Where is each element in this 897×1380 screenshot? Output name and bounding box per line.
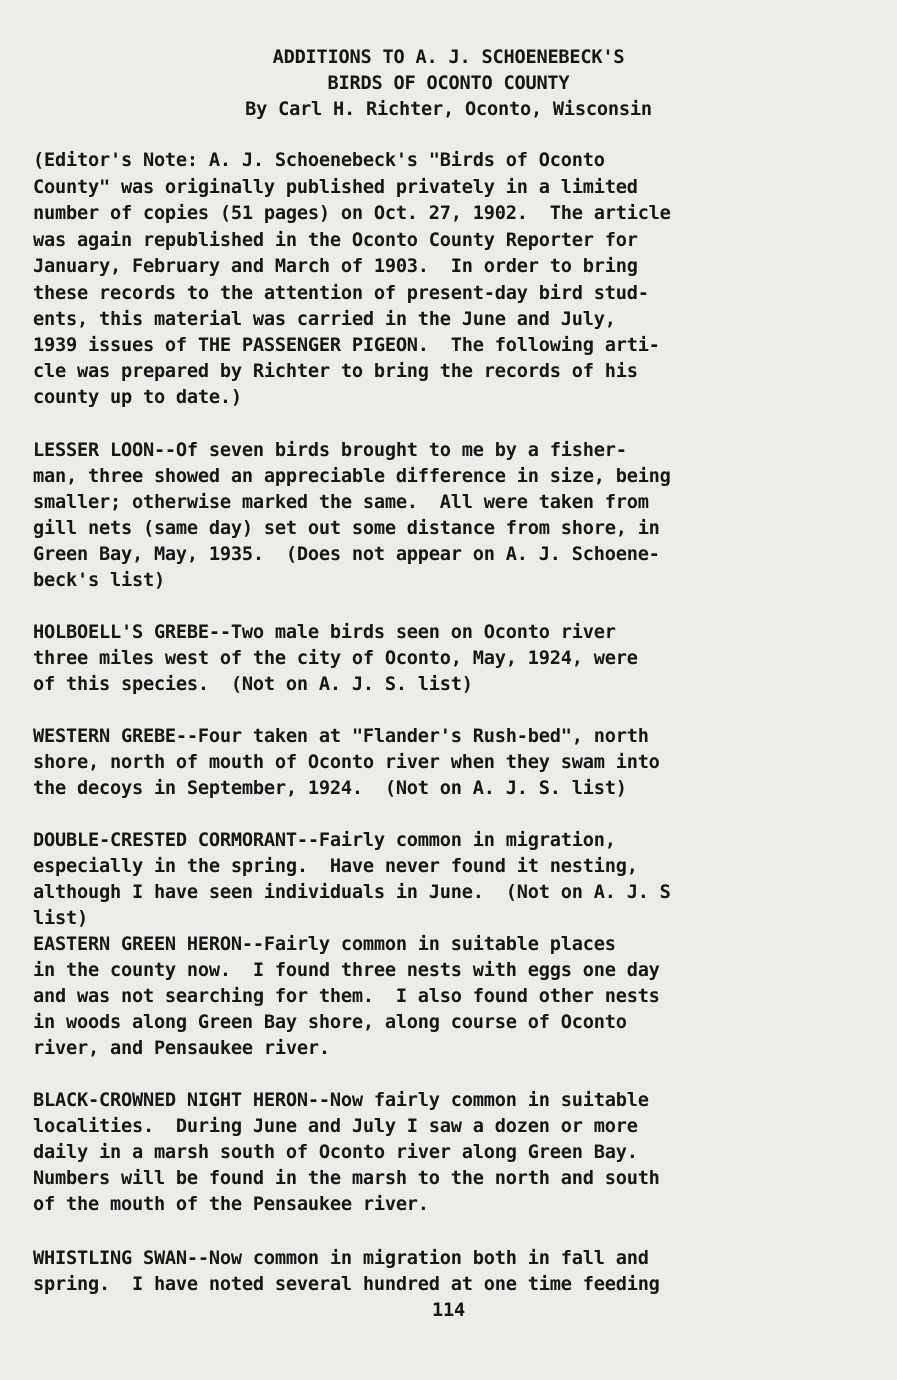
text-line: WHISTLING SWAN--Now common in migration both in fall and: [33, 1248, 649, 1269]
text-line: in woods along Green Bay shore, along course of Oconto: [33, 1012, 627, 1033]
page-number: 114: [432, 1300, 465, 1321]
text-line: County" was originally published privately in a limited: [33, 177, 638, 198]
text-line: BLACK-CROWNED NIGHT HERON--Now fairly common in suitable: [33, 1090, 649, 1111]
article-title: ADDITIONS TO A. J. SCHOENEBECK'S: [272, 47, 625, 68]
text-line: the decoys in September, 1924. (Not on A. J. S. list): [33, 778, 627, 799]
text-line: man, three showed an appreciable difference in size, being: [33, 466, 671, 487]
text-line: although I have seen individuals in June. (Not on A. J. S: [33, 882, 671, 903]
text-line: DOUBLE-CRESTED CORMORANT--Fairly common in migration,: [33, 830, 616, 851]
article-subtitle: BIRDS OF OCONTO COUNTY: [327, 73, 570, 94]
text-line: beck's list): [33, 570, 165, 591]
text-line: these records to the attention of present-day bird stud-: [33, 283, 649, 304]
text-line: number of copies (51 pages) on Oct. 27, 1902. The article: [33, 203, 671, 224]
text-line: daily in a marsh south of Oconto river along Green Bay.: [33, 1142, 638, 1163]
text-line: list): [33, 908, 88, 929]
text-line: ents, this material was carried in the June and July,: [33, 309, 616, 330]
text-line: cle was prepared by Richter to bring the records of his: [33, 361, 638, 382]
text-line: county up to date.): [33, 387, 242, 408]
text-line: Numbers will be found in the marsh to the north and south: [33, 1168, 660, 1189]
text-line: spring. I have noted several hundred at one time feeding: [33, 1274, 660, 1295]
text-line: in the county now. I found three nests with eggs one day: [33, 960, 660, 981]
text-line: EASTERN GREEN HERON--Fairly common in suitable places: [33, 934, 616, 955]
text-line: of this species. (Not on A. J. S. list): [33, 674, 473, 695]
text-line: LESSER LOON--Of seven birds brought to me by a fisher-: [33, 440, 627, 461]
byline: By Carl H. Richter, Oconto, Wisconsin: [245, 99, 652, 120]
text-line: and was not searching for them. I also found other nests: [33, 986, 660, 1007]
text-line: (Editor's Note: A. J. Schoenebeck's "Birds of Oconto: [33, 150, 605, 171]
text-line: shore, north of mouth of Oconto river when they swam into: [33, 752, 660, 773]
text-line: Green Bay, May, 1935. (Does not appear on A. J. Schoene-: [33, 544, 660, 565]
text-line: localities. During June and July I saw a dozen or more: [33, 1116, 638, 1137]
text-line: HOLBOELL'S GREBE--Two male birds seen on Oconto river: [33, 622, 616, 643]
text-line: river, and Pensaukee river.: [33, 1038, 330, 1059]
text-line: gill nets (same day) set out some distance from shore, in: [33, 518, 660, 539]
text-line: 1939 issues of THE PASSENGER PIGEON. The following arti-: [33, 335, 660, 356]
text-line: of the mouth of the Pensaukee river.: [33, 1194, 429, 1215]
text-line: three miles west of the city of Oconto, May, 1924, were: [33, 648, 638, 669]
text-line: January, February and March of 1903. In order to bring: [33, 256, 638, 277]
text-line: smaller; otherwise marked the same. All were taken from: [33, 492, 649, 513]
text-line: WESTERN GREBE--Four taken at "Flander's Rush-bed", north: [33, 726, 649, 747]
text-line: was again republished in the Oconto County Reporter for: [33, 230, 638, 251]
text-line: especially in the spring. Have never found it nesting,: [33, 856, 638, 877]
